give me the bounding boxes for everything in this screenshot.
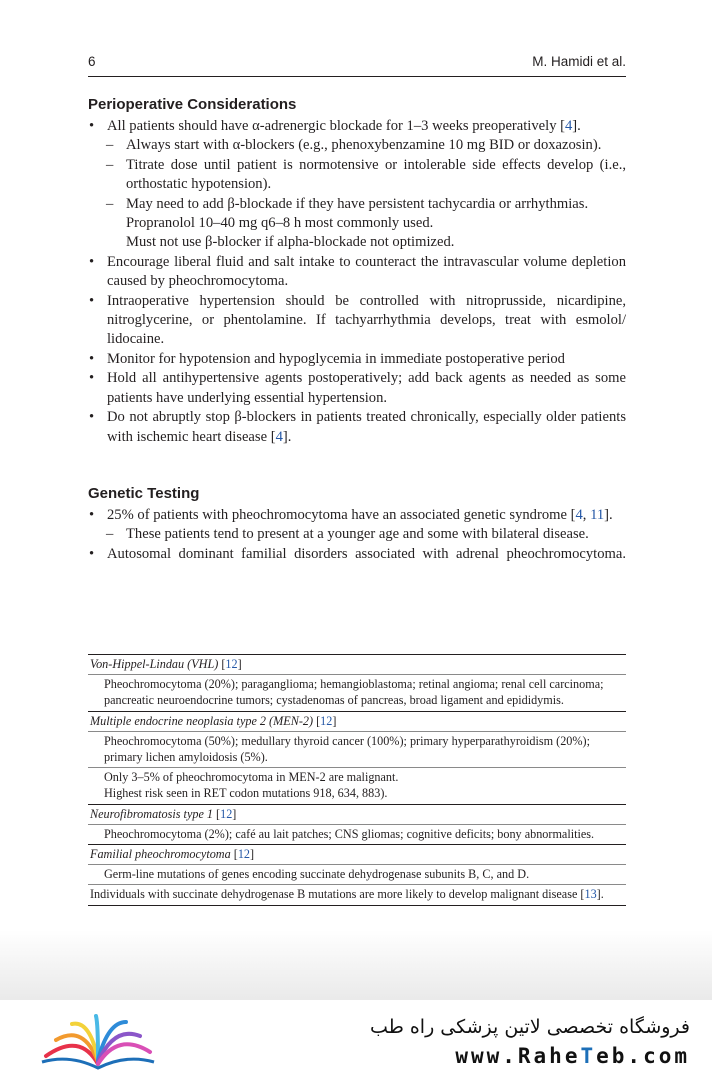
- sub-list-item: – May need to add β-blockade if they have persistent tachycardia or arrhythmias. Propranolol 10–40 mg q6–8 h most commonly used. Must not use β-blocker if alpha-blockade not optimized.: [88, 195, 626, 253]
- citation-link[interactable]: 4: [575, 507, 583, 523]
- syndrome-name: Familial pheochromocytoma [12]: [88, 845, 626, 865]
- citation-link[interactable]: 4: [275, 428, 283, 445]
- list-item: • Intraoperative hypertension should be controlled with nitroprusside, nicardipine, nitroglycerine, or phentolamine. If tachyarrhythmia develops, treat with esmolol/ lidocaine.: [88, 292, 626, 350]
- syndrome-name: Neurofibromatosis type 1 [12]: [88, 804, 626, 824]
- citation-link[interactable]: 4: [565, 118, 573, 134]
- syndrome-note: Only 3–5% of pheochromocytoma in MEN-2 are malignant. Highest risk seen in RET codon mutations 918, 634, 883).: [88, 768, 626, 804]
- genetic-list: [88, 506, 626, 564]
- page-number: 6: [88, 54, 96, 69]
- citation-link[interactable]: 12: [220, 806, 233, 821]
- list-item: • Hold all antihypertensive agents postoperatively; add back agents as needed as some patients have underlying essential hypertension.: [88, 369, 626, 408]
- running-head-authors: M. Hamidi et al.: [532, 54, 626, 69]
- store-watermark-footer: [0, 1000, 712, 1079]
- syndrome-features: Germ-line mutations of genes encoding succinate dehydrogenase subunits B, C, and D.: [88, 865, 626, 885]
- store-name: فروشگاه تخصصی لاتین پزشکی راه طب: [370, 1016, 690, 1038]
- list-item: • Autosomal dominant familial disorders associated with adrenal pheochromocytoma.: [88, 545, 626, 564]
- sub-list-item: – Titrate dose until patient is normotensive or intolerable side effects develop (i.e., orthostatic hypotension).: [88, 156, 626, 195]
- citation-link[interactable]: 12: [320, 713, 333, 728]
- store-website: www.RaheTeb.com: [455, 1044, 690, 1068]
- citation-link[interactable]: 13: [584, 887, 597, 902]
- citation-link[interactable]: 11: [590, 507, 605, 523]
- header-rule: [88, 76, 626, 77]
- table-row: [88, 824, 626, 844]
- table-row: [88, 655, 626, 675]
- list-item: • All patients should have α-adrenergic blockade for 1–3 weeks preoperatively [4].: [88, 117, 626, 136]
- list-item: • 25% of patients with pheochromocytoma have an associated genetic syndrome [4, 11].: [88, 506, 626, 525]
- open-book-logo-icon: [38, 1012, 158, 1074]
- syndrome-name: Multiple endocrine neoplasia type 2 (MEN-2) [12]: [88, 711, 626, 731]
- citation-link[interactable]: 12: [237, 847, 250, 862]
- table-row: [88, 865, 626, 885]
- page-shadow: [0, 930, 712, 1002]
- table-row: [88, 768, 626, 804]
- sub-list-item: – These patients tend to present at a younger age and some with bilateral disease.: [88, 525, 626, 544]
- syndrome-features: Pheochromocytoma (50%); medullary thyroid cancer (100%); primary hyperparathyroidism (20%); primary lichen amyloidosis (5%).: [88, 731, 626, 767]
- table-row: [88, 711, 626, 731]
- section-title-genetic: Genetic Testing: [88, 485, 200, 502]
- list-item: • Monitor for hypotension and hypoglycemia in immediate postoperative period: [88, 350, 626, 369]
- table-row: [88, 885, 626, 905]
- section-title-perioperative: Perioperative Considerations: [88, 96, 297, 113]
- citation-link[interactable]: 12: [225, 657, 238, 671]
- perioperative-list: [88, 117, 626, 447]
- table-row: [88, 804, 626, 824]
- syndrome-features: Pheochromocytoma (20%); paraganglioma; hemangioblastoma; retinal angioma; renal cell carcinoma; pancreatic neuroendocrine tumors; cystadenomas of pancreas, broad ligament and epididymis.: [88, 675, 626, 711]
- syndrome-name: Von-Hippel-Lindau (VHL) [12]: [88, 655, 626, 675]
- list-item: • Do not abruptly stop β-blockers in patients treated chronically, especially older patients with ischemic heart disease [4].: [88, 408, 626, 447]
- sub-list-item: – Always start with α-blockers (e.g., phenoxybenzamine 10 mg BID or doxazosin).: [88, 136, 626, 155]
- table-row: [88, 675, 626, 711]
- table-row: [88, 845, 626, 865]
- genetic-syndromes-table: [88, 654, 626, 906]
- syndrome-features: Pheochromocytoma (2%); café au lait patches; CNS gliomas; cognitive deficits; bony abnormalities.: [88, 824, 626, 844]
- syndrome-note: Individuals with succinate dehydrogenase B mutations are more likely to develop malignant disease [13].: [88, 885, 626, 905]
- list-item: • Encourage liberal fluid and salt intake to counteract the intravascular volume depletion caused by pheochromocytoma.: [88, 253, 626, 292]
- table-row: [88, 731, 626, 767]
